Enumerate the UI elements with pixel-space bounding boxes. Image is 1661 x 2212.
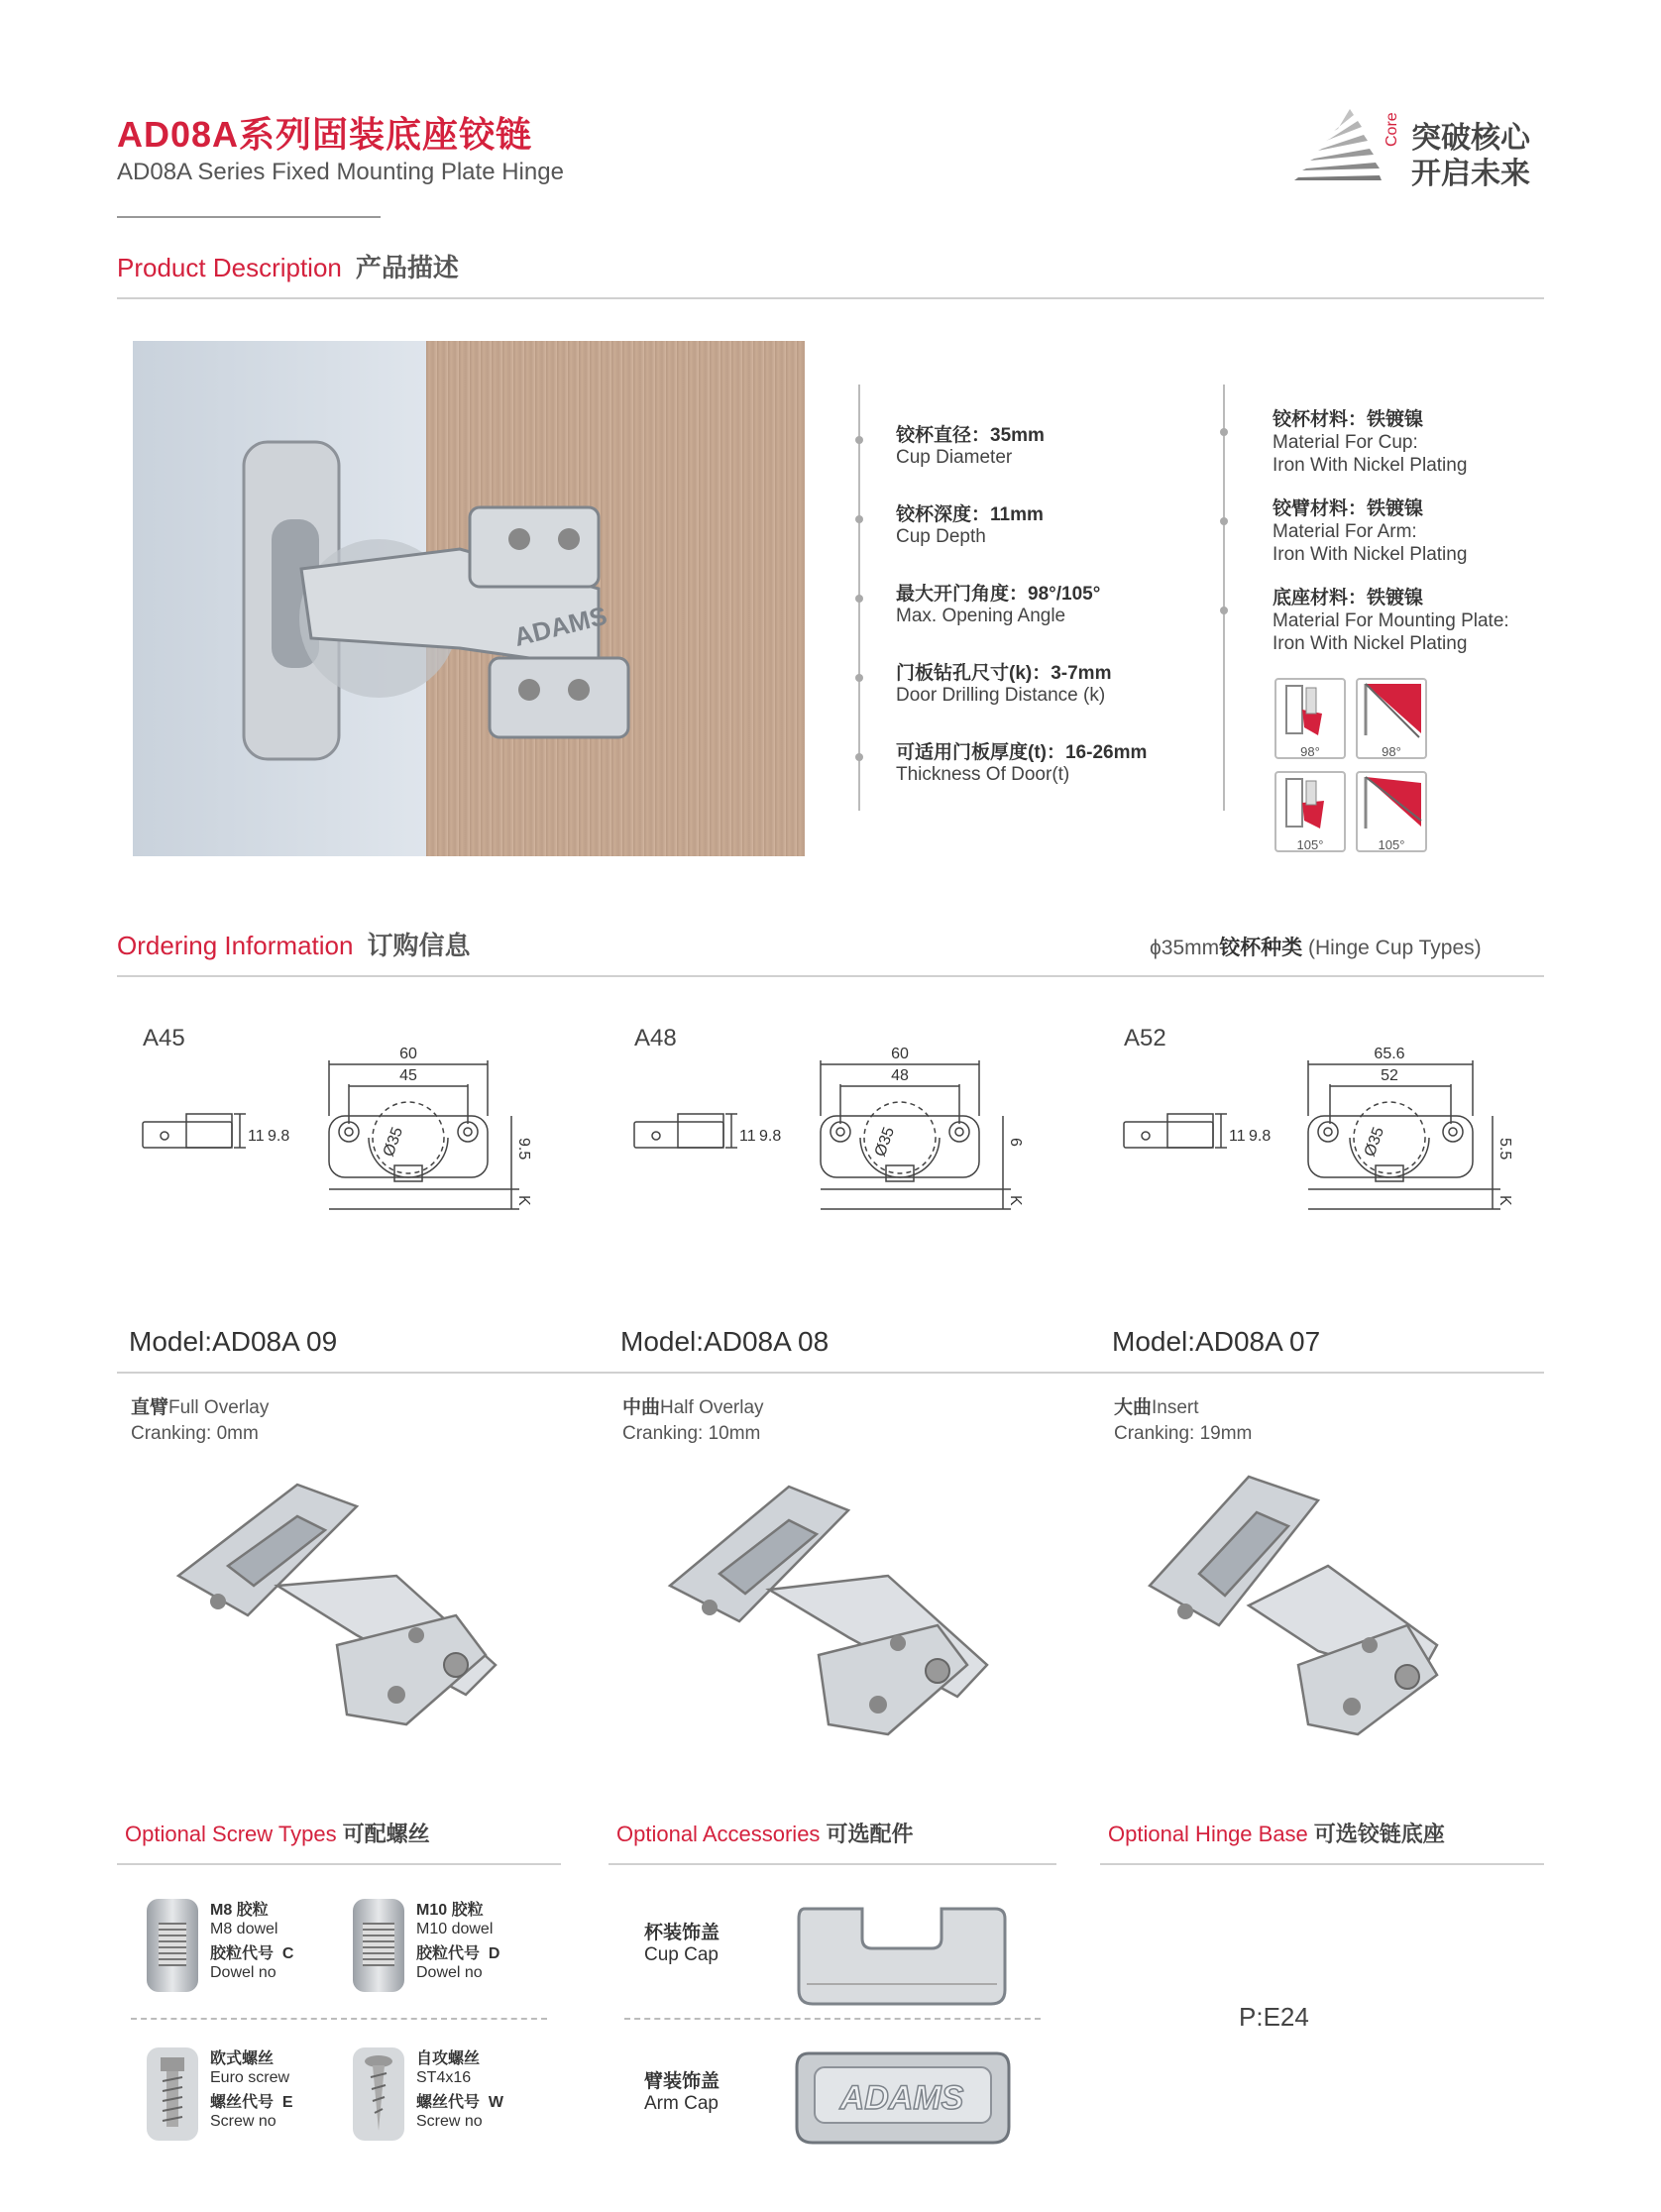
- door-angle-icon: [1276, 680, 1344, 739]
- spec-opening-angle: [896, 579, 1100, 627]
- depth-b: 9.8: [1249, 1128, 1272, 1145]
- opt-title-cn: 可选配件: [826, 1822, 914, 1846]
- screw-label-cn: M10 胶粒: [416, 1902, 484, 1919]
- inner-width: 48: [891, 1067, 909, 1084]
- cup-name: A45: [143, 1025, 185, 1051]
- screw-code-label: 螺丝代号: [210, 2094, 275, 2111]
- cup-name: A48: [634, 1025, 677, 1051]
- screw-item-m10: [353, 1899, 561, 1994]
- spec-material-cup: [1273, 408, 1467, 477]
- side-offset: 6: [1007, 1138, 1024, 1147]
- divider: [117, 975, 1544, 977]
- model-info: [131, 1395, 269, 1446]
- section-title-en: Ordering Information: [117, 931, 354, 960]
- core-fan-icon: [1288, 99, 1397, 188]
- screw-label-en: M8 dowel: [210, 1921, 278, 1937]
- cup-dimension-diagram: [630, 1021, 1047, 1239]
- opt-title-en: Optional Accessories: [616, 1822, 821, 1846]
- opt-title-cn: 可配螺丝: [342, 1822, 430, 1846]
- cup-drawing-a48: [630, 1021, 1047, 1239]
- spec-label-en: Material For Cup:: [1273, 432, 1418, 453]
- screw-item-euro: [147, 2047, 345, 2143]
- spec-label-cn: 最大开门角度：98°/105°: [896, 584, 1101, 605]
- page-title: [117, 107, 532, 158]
- title-underline: [117, 216, 381, 218]
- screw-item-st4x16: [353, 2047, 561, 2143]
- depth-a: 11: [1229, 1128, 1246, 1145]
- hinge-image-ad08a-08: [650, 1467, 1027, 1764]
- spec-label-cn: 底座材料：铁镀镍: [1273, 588, 1424, 608]
- accessory-label-en: Cup Cap: [644, 1944, 719, 1965]
- cranking: Cranking: 10mm: [622, 1423, 761, 1444]
- screw-code: D: [488, 1945, 500, 1962]
- spec-drilling-distance: [896, 658, 1111, 707]
- spec-cup-diameter: [896, 420, 1045, 469]
- depth-a: 11: [739, 1128, 756, 1145]
- angle-icon-105-open: [1274, 771, 1346, 852]
- outer-width: 65.6: [1374, 1046, 1405, 1062]
- spec-label-en: Door Drilling Distance (k): [896, 685, 1106, 706]
- spec-dot: [855, 674, 863, 682]
- opt-title-en: Optional Hinge Base: [1108, 1822, 1308, 1846]
- logo-line1: 突破核心: [1411, 122, 1530, 155]
- spec-label-cn: 铰臂材料：铁镀镍: [1273, 498, 1424, 519]
- page-number: P:E24: [1239, 2002, 1309, 2032]
- angle-label: 105°: [1296, 837, 1324, 852]
- cup-types-prefix: ϕ35mm: [1150, 937, 1220, 959]
- spec-label-cn: 门板钻孔尺寸(k)：3-7mm: [896, 663, 1112, 684]
- spec-label-en: Cup Diameter: [896, 447, 1013, 468]
- hinge-photo-illustration: [133, 341, 805, 856]
- screw-item-m8: [147, 1899, 345, 1994]
- divider: [117, 1372, 1544, 1374]
- angle-icon-98-open: [1274, 678, 1346, 759]
- spec-door-thickness: [896, 737, 1147, 786]
- cup-name: A52: [1124, 1025, 1166, 1051]
- hinge-image-ad08a-07: [1140, 1457, 1516, 1754]
- cup-types-cn: 铰杯种类: [1219, 937, 1303, 959]
- angle-label: 98°: [1300, 744, 1320, 759]
- model-info: [622, 1395, 764, 1446]
- cranking: Cranking: 19mm: [1114, 1423, 1253, 1444]
- cup-diameter: Ø35: [380, 1125, 407, 1160]
- spec-line-right: [1223, 385, 1225, 811]
- arm-cap-brand: ADAMS: [839, 2079, 964, 2117]
- section-title-en: Product Description: [117, 253, 342, 282]
- outer-width: 60: [399, 1046, 417, 1062]
- cup-dimension-diagram: [1120, 1021, 1536, 1239]
- cup-types-en: (Hinge Cup Types): [1307, 937, 1482, 959]
- optional-accessories-title: [616, 1818, 913, 1848]
- overlay-cn: 中曲: [622, 1397, 661, 1418]
- cup-cap-image: [793, 1895, 1011, 2014]
- spec-label-cn: 可适用门板厚度(t)：16-26mm: [896, 742, 1148, 763]
- cup-dimension-diagram: [139, 1021, 555, 1239]
- spec-value-en: Iron With Nickel Plating: [1273, 455, 1468, 476]
- divider: [609, 1863, 1056, 1865]
- arm-cap-image: [789, 2044, 1017, 2153]
- model-title: Model:AD08A 07: [1112, 1326, 1321, 1357]
- section-title-cn: 订购信息: [367, 931, 471, 960]
- dashed-divider: [624, 2018, 1041, 2020]
- spec-dot: [855, 436, 863, 444]
- screw-code: W: [488, 2094, 504, 2111]
- spec-dot: [1220, 428, 1228, 436]
- door-angle-icon: [1276, 773, 1344, 832]
- spec-label-en: Thickness Of Door(t): [896, 764, 1070, 785]
- dowel-icon: [353, 1899, 404, 1992]
- angle-label: 105°: [1378, 837, 1405, 852]
- screw-code-en: Screw no: [416, 2113, 483, 2130]
- title-prefix: AD08A: [117, 114, 240, 155]
- spec-value-en: Iron With Nickel Plating: [1273, 633, 1468, 654]
- spec-label-cn: 铰杯直径：35mm: [896, 425, 1045, 446]
- screw-code-en: Screw no: [210, 2113, 277, 2130]
- spec-dot: [1220, 607, 1228, 614]
- cup-drawing-a45: [139, 1021, 555, 1239]
- spec-dot: [1220, 517, 1228, 525]
- logo-core-text: Core: [1384, 112, 1400, 147]
- accessory-arm-cap: [644, 2071, 720, 2115]
- inner-width: 52: [1381, 1067, 1398, 1084]
- screw-label-en: Euro screw: [210, 2069, 290, 2086]
- optional-base-title: [1108, 1818, 1445, 1848]
- screw-code-label: 胶粒代号: [210, 1945, 275, 1962]
- screw-label-cn: M8 胶粒: [210, 1902, 269, 1919]
- spec-label-en: Max. Opening Angle: [896, 606, 1066, 626]
- logo-line2: 开启未来: [1411, 158, 1530, 190]
- accessory-label-cn: 杯装饰盖: [644, 1923, 720, 1943]
- spec-label-en: Material For Arm:: [1273, 521, 1417, 542]
- euro-screw-icon: [147, 2047, 198, 2141]
- overlay-en: Half Overlay: [660, 1397, 764, 1418]
- opt-title-cn: 可选铰链底座: [1313, 1822, 1445, 1846]
- product-description-title: [117, 248, 459, 284]
- divider: [117, 297, 1544, 299]
- cup-diameter: Ø35: [1361, 1125, 1388, 1160]
- spec-label-cn: 铰杯深度：11mm: [896, 504, 1044, 525]
- spec-material-arm: [1273, 498, 1467, 566]
- page-subtitle: AD08A Series Fixed Mounting Plate Hinge: [117, 159, 564, 185]
- depth-b: 9.8: [759, 1128, 782, 1145]
- screw-code: E: [281, 2094, 293, 2111]
- screw-label-en: M10 dowel: [416, 1921, 494, 1937]
- accessory-label-cn: 臂装饰盖: [644, 2071, 720, 2092]
- title-cn: 系列固装底座铰链: [239, 114, 533, 155]
- hinge-cup-types: [1150, 932, 1482, 961]
- inner-width: 45: [399, 1067, 417, 1084]
- overlay-cn: 大曲: [1114, 1397, 1153, 1418]
- tapping-screw-icon: [353, 2047, 404, 2141]
- spec-material-plate: [1273, 587, 1509, 655]
- k-label: K: [1496, 1195, 1513, 1206]
- outer-width: 60: [891, 1046, 909, 1062]
- accessory-cup-cap: [644, 1923, 720, 1966]
- model-title: Model:AD08A 08: [620, 1326, 830, 1357]
- accessory-label-en: Arm Cap: [644, 2093, 719, 2114]
- angle-label: 98°: [1382, 744, 1401, 759]
- screw-code-en: Dowel no: [416, 1964, 483, 1981]
- angle-icon-105-top: [1356, 771, 1427, 852]
- screw-code: C: [281, 1945, 294, 1962]
- spec-cup-depth: [896, 499, 1044, 548]
- screw-code-en: Dowel no: [210, 1964, 277, 1981]
- angle-icon-98-top: [1356, 678, 1427, 759]
- screw-code-label: 胶粒代号: [416, 1945, 481, 1962]
- opt-title-en: Optional Screw Types: [125, 1822, 337, 1846]
- overlay-en: Full Overlay: [168, 1397, 270, 1418]
- model-title: Model:AD08A 09: [129, 1326, 338, 1357]
- cup-diameter: Ø35: [871, 1125, 899, 1160]
- door-angle-icon: [1358, 773, 1425, 832]
- screw-code-label: 螺丝代号: [416, 2094, 481, 2111]
- screw-label-cn: 自攻螺丝: [416, 2050, 481, 2067]
- k-label: K: [1007, 1195, 1024, 1206]
- cranking: Cranking: 0mm: [131, 1423, 259, 1444]
- side-offset: 9.5: [515, 1138, 532, 1161]
- spec-value-en: Iron With Nickel Plating: [1273, 544, 1468, 565]
- optional-screws-title: [125, 1818, 430, 1848]
- spec-label-en: Cup Depth: [896, 526, 986, 547]
- photo-brand-label: ADAMS: [510, 600, 610, 652]
- screw-label-en: ST4x16: [416, 2069, 472, 2086]
- door-angle-icon: [1358, 680, 1425, 739]
- spec-label-en: Material For Mounting Plate:: [1273, 610, 1509, 631]
- overlay-cn: 直臂: [131, 1397, 169, 1418]
- section-title-cn: 产品描述: [355, 253, 459, 282]
- hinge-image-ad08a-09: [159, 1457, 535, 1754]
- divider: [1100, 1863, 1544, 1865]
- spec-dot: [855, 595, 863, 603]
- dashed-divider: [131, 2018, 547, 2020]
- spec-dot: [855, 515, 863, 523]
- model-info: [1114, 1395, 1252, 1446]
- side-offset: 5.5: [1496, 1138, 1513, 1161]
- cup-drawing-a52: [1120, 1021, 1536, 1239]
- product-photo: [133, 341, 805, 856]
- depth-b: 9.8: [268, 1128, 290, 1145]
- dowel-icon: [147, 1899, 198, 1992]
- spec-dot: [855, 753, 863, 761]
- depth-a: 11: [248, 1128, 265, 1145]
- screw-label-cn: 欧式螺丝: [210, 2050, 275, 2067]
- divider: [117, 1863, 561, 1865]
- ordering-information-title: [117, 926, 470, 962]
- spec-label-cn: 铰杯材料：铁镀镍: [1273, 409, 1424, 430]
- brand-logo: [1288, 99, 1556, 198]
- k-label: K: [515, 1195, 532, 1206]
- overlay-en: Insert: [1152, 1397, 1199, 1418]
